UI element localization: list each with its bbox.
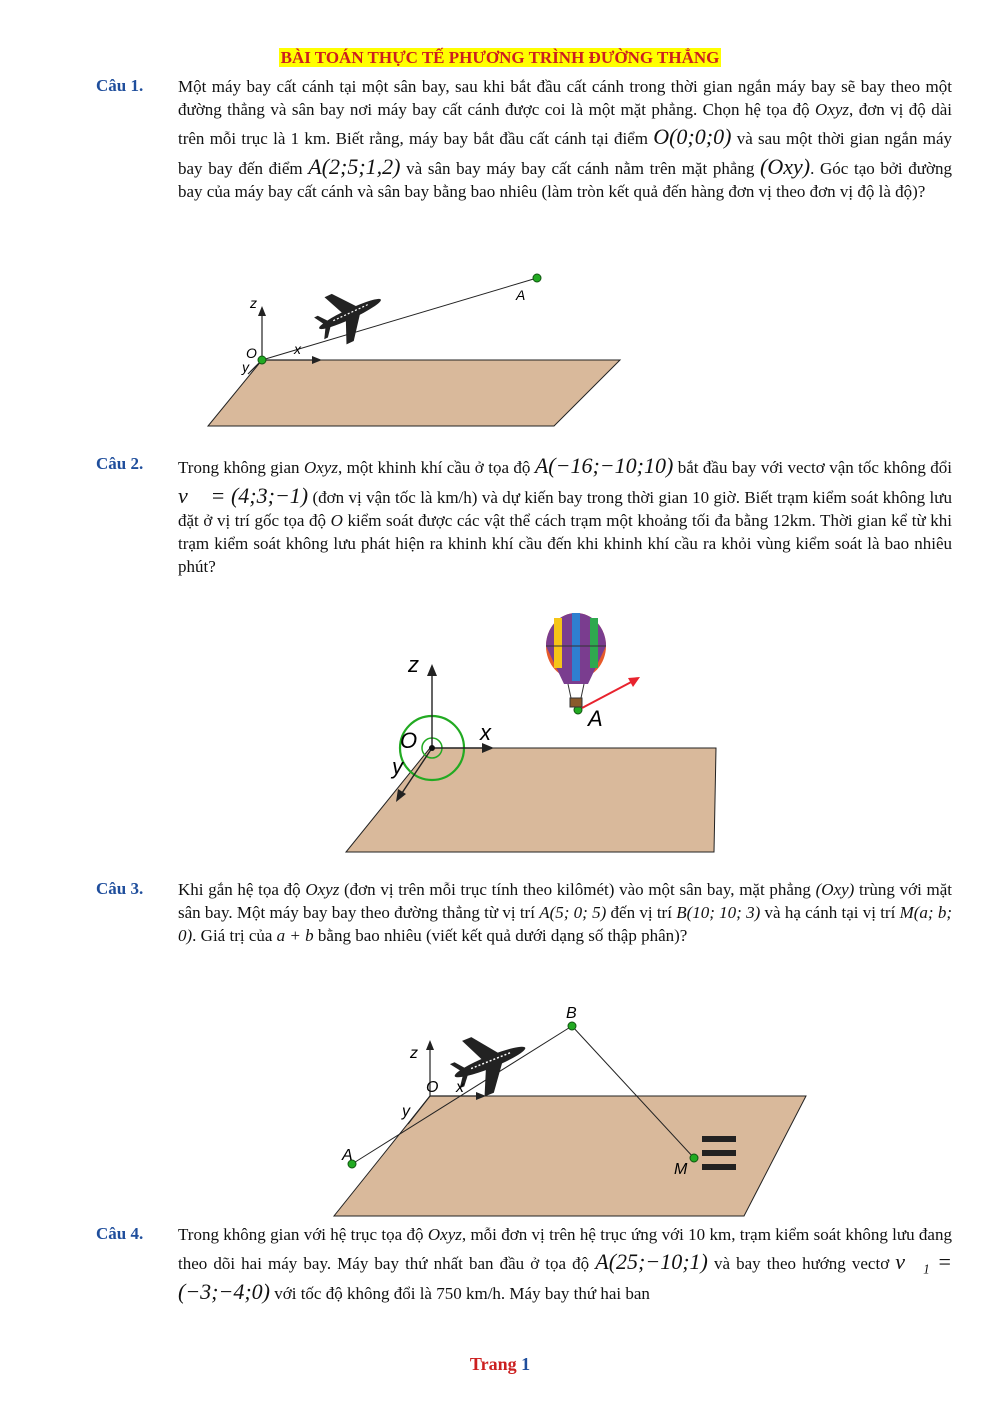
origin-label: O [400, 728, 418, 753]
question-3-text: Khi gắn hệ tọa độ Oxyz (đơn vị trên mỗi trục tính theo kilômét) vào một sân bay, mặt phẳng (Oxy) trùng với mặt sân bay. Một máy bay bay theo đường thẳng từ vị trí A(5; 0; 5) đến vị trí B(10; 10; 3) và hạ cánh tại vị trí M(a; b; 0). Giá trị của a + b bằng bao nhiêu (viết kết quả dưới dạng số thập phân)? [178, 880, 953, 945]
origin-label: O [246, 345, 257, 361]
point-a [533, 274, 541, 282]
axis-x-label: x [294, 341, 301, 357]
axis-x-label: x [480, 720, 491, 745]
question-4-text: Trong không gian với hệ trục tọa độ Oxyz, mỗi đơn vị trên hệ trục ứng với 10 km, trạm kiểm soát không lưu đang theo dõi hai máy bay. Máy bay thứ nhất ban đầu ở tọa độ A(25;−10;1) và bay theo hướng vectơ v⃗₁ = (−3;−4;0) với tốc độ không đổi là 750 km/h. Máy bay thứ hai ban [178, 1225, 952, 1304]
runway-marker-icon [702, 1136, 736, 1170]
axis-z-label: z [410, 1045, 418, 1062]
flight-path [262, 278, 537, 360]
question-1-text: Một máy bay cất cánh tại một sân bay, sau khi bắt đầu cất cánh trong thời gian ngắn máy bay sẽ bay theo một đường thẳng và sân bay nơi máy bay cất cánh được coi là một mặt phẳng. Chọn hệ tọa độ Oxyz, đơn vị độ dài trên mỗi trục là 1 km. Biết rằng, máy bay bắt đầu cất cánh tại điểm O(0;0;0) và sau một thời gian ngắn máy bay bay đến điểm A(2;5;1,2) và sân bay máy bay cất cánh nằm trên mặt phẳng (Oxy). Góc tạo bởi đường bay của máy bay cất cánh và sân bay bằng bao nhiêu (làm tròn kết quả đến hàng đơn vị theo đơn vị độ là độ)? [178, 77, 953, 202]
question-2-label: Câu 2. [96, 454, 144, 473]
point-o [258, 356, 266, 364]
point-a-label: A [342, 1147, 353, 1164]
axis-y-label: y [392, 754, 403, 779]
point-m-label: M [674, 1161, 688, 1178]
point-a-label: A [588, 706, 603, 731]
axis-z-label: z [408, 652, 419, 677]
point-m [690, 1154, 698, 1162]
origin-label: O [426, 1079, 439, 1096]
figure-3 [330, 1002, 820, 1222]
page-number: 1 [521, 1354, 531, 1374]
axis-z-label: z [250, 295, 257, 311]
axis-y-label: y [402, 1103, 410, 1120]
footer-label: Trang [469, 1354, 517, 1374]
point-a-label: A [516, 287, 526, 303]
question-4-label: Câu 4. [96, 1224, 144, 1243]
velocity-vector [582, 680, 635, 708]
point-b [568, 1022, 576, 1030]
question-1-label: Câu 1. [96, 76, 144, 95]
airplane-icon [308, 276, 392, 352]
figure-1 [200, 268, 640, 428]
question-2-text: Trong không gian Oxyz, một khinh khí cầu ở tọa độ A(−16;−10;10) bắt đầu bay với vectơ vận tốc không đổi v⃗ = (4;3;−1) (đơn vị vận tốc là km/h) và dự kiến bay trong thời gian 10 giờ. Biết trạm kiểm soát không lưu đặt ở vị trí gốc tọa độ O kiểm soát được các vật thể cách trạm một khoảng tối đa bằng 12km. Thời gian kể từ khi trạm kiểm soát không lưu phát hiện ra khinh khí cầu đến khi khinh khí cầu ra khỏi vùng kiểm soát là bao nhiêu phút? [178, 453, 953, 577]
runway-plane [208, 360, 620, 426]
axis-x-label: x [456, 1079, 464, 1096]
axis-y-label: y [242, 359, 249, 375]
hot-air-balloon-icon [546, 613, 606, 707]
page-footer [0, 1354, 1000, 1375]
question-3-label: Câu 3. [96, 879, 144, 898]
figure-2 [330, 608, 730, 858]
point-b-label: B [566, 1005, 577, 1022]
page-title: BÀI TOÁN THỰC TẾ PHƯƠNG TRÌNH ĐƯỜNG THẲNG [280, 48, 720, 67]
